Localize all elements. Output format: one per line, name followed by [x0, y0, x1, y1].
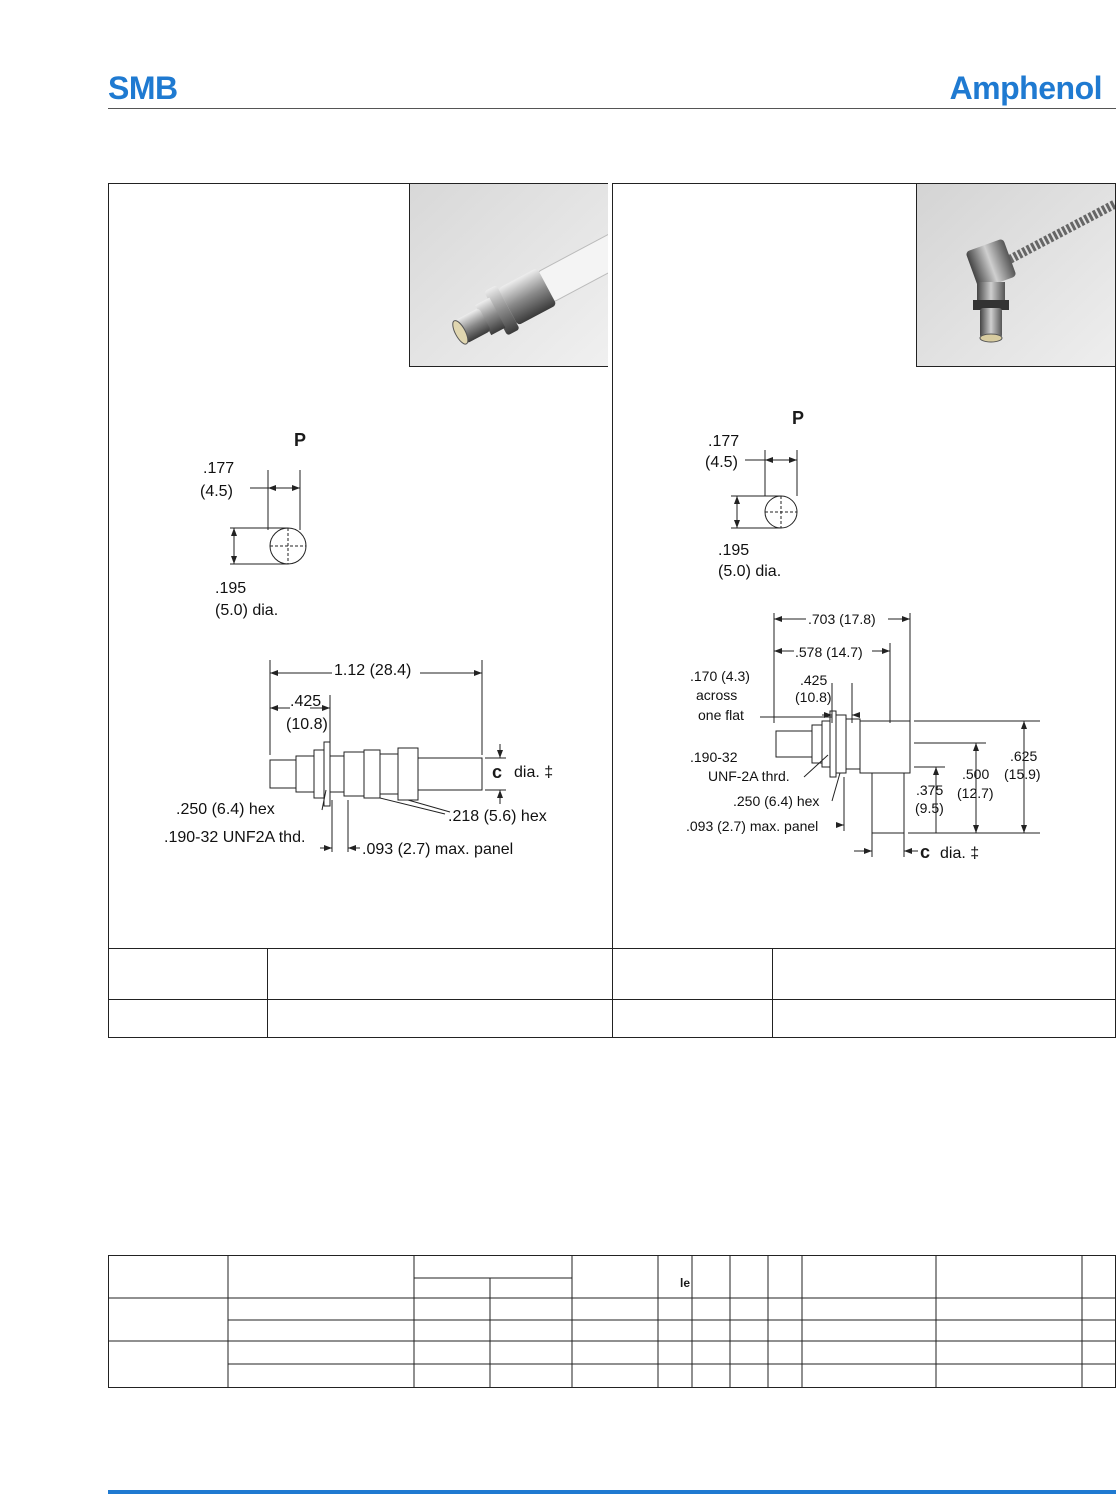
right-hole-spacing-mm: (4.5) — [705, 454, 738, 471]
left-pcb-layout-diagram — [220, 470, 320, 580]
right-dim-703: .703 (17.8) — [808, 611, 876, 627]
parts-table — [108, 1255, 1116, 1388]
right-flat-1: .170 (4.3) — [690, 668, 750, 684]
footer-rule — [108, 1490, 1116, 1494]
right-dim-375-mm: (9.5) — [915, 800, 944, 816]
right-thread-2: UNF-2A thrd. — [708, 768, 790, 784]
right-connector-drawing — [740, 605, 1040, 865]
right-hole-spacing: .177 — [708, 433, 740, 450]
left-c-letter: c — [492, 762, 503, 782]
spec-row-1 — [108, 948, 1116, 1000]
left-connector-drawing — [260, 660, 510, 860]
straight-jack-photo-image — [410, 184, 608, 366]
right-face-dim-mm: (10.8) — [795, 689, 832, 705]
brand-logo: Amphenol — [949, 70, 1102, 106]
left-hole-dia-mm: (5.0) dia. — [215, 602, 279, 619]
left-hex1: .250 (6.4) hex — [176, 801, 275, 818]
left-overall-length: 1.12 (28.4) — [334, 662, 412, 679]
right-dim-625: .625 — [1010, 748, 1038, 764]
right-flat-2: across — [696, 687, 738, 703]
header-rule — [108, 108, 1116, 109]
parts-table-grid — [108, 1255, 1116, 1388]
left-hex2: .218 (5.6) hex — [448, 808, 547, 825]
right-pcb-layout-diagram — [725, 440, 825, 540]
right-c-letter: c — [920, 842, 931, 862]
right-product-photo — [916, 184, 1115, 367]
right-panel-max: .093 (2.7) max. panel — [686, 818, 819, 834]
right-dim-578: .578 (14.7) — [795, 644, 863, 660]
right-dim-500-mm: (12.7) — [957, 785, 994, 801]
left-hole-spacing-mm: (4.5) — [200, 483, 233, 500]
right-pcb-label: P — [792, 408, 805, 428]
right-dim-625-mm: (15.9) — [1004, 766, 1041, 782]
spec-row-2 — [108, 999, 1116, 1038]
left-hole-spacing: .177 — [203, 460, 235, 477]
left-product-photo — [409, 184, 608, 367]
right-dim-375: .375 — [916, 782, 944, 798]
right-flat-3: one flat — [698, 707, 744, 723]
series-title: SMB — [108, 70, 178, 106]
left-pcb-label: P — [294, 430, 307, 450]
right-hex: .250 (6.4) hex — [733, 793, 820, 809]
right-dim-500: .500 — [962, 766, 990, 782]
left-face-dim-mm: (10.8) — [286, 716, 328, 733]
right-face-dim: .425 — [800, 672, 828, 688]
right-hole-dia-mm: (5.0) dia. — [718, 563, 782, 580]
left-panel-max: .093 (2.7) max. panel — [362, 841, 514, 858]
right-hole-dia: .195 — [718, 542, 750, 559]
left-c-dia: dia. ‡ — [514, 764, 554, 781]
parts-table-header-fragment: le — [680, 1276, 691, 1290]
left-hole-dia: .195 — [215, 580, 247, 597]
left-face-dim: .425 — [290, 693, 322, 710]
right-c-dia: dia. ‡ — [940, 845, 980, 862]
right-angle-jack-photo-image — [917, 184, 1115, 366]
left-thread: .190-32 UNF2A thd. — [164, 829, 306, 846]
right-thread-1: .190-32 — [690, 749, 738, 765]
